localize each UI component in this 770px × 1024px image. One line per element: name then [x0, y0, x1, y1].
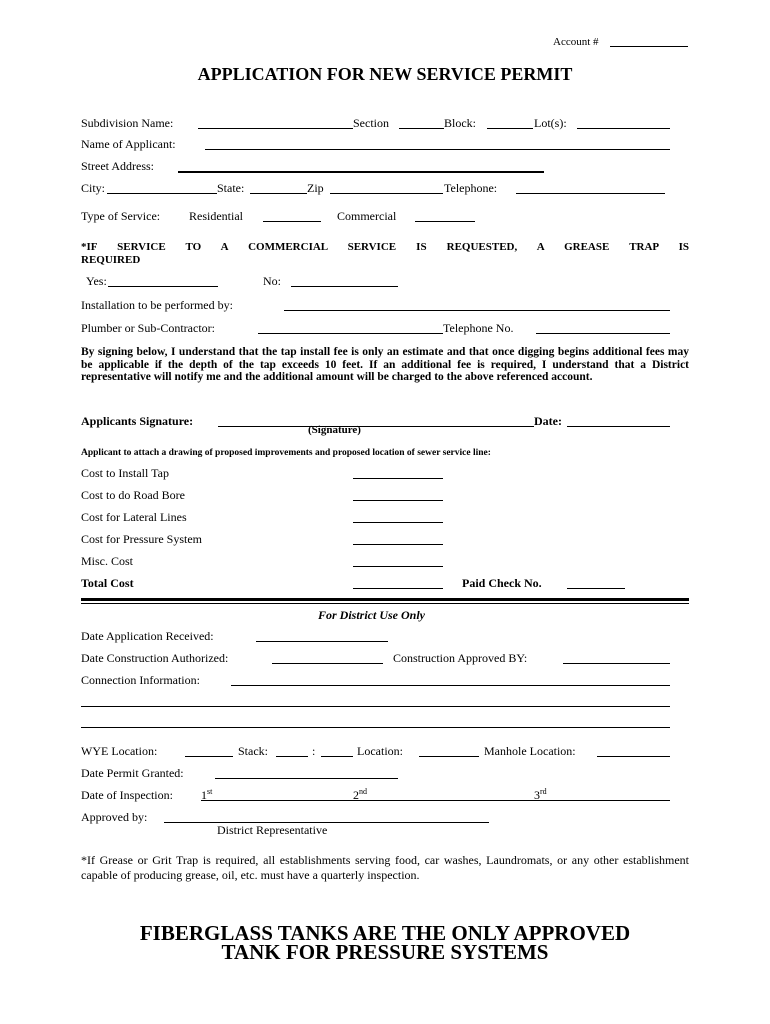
- date-label: Date:: [534, 414, 562, 428]
- cost-field[interactable]: [353, 566, 443, 567]
- date-construction-label: Date Construction Authorized:: [81, 651, 229, 665]
- city-field[interactable]: [107, 193, 217, 194]
- installation-label: Installation to be performed by:: [81, 298, 233, 312]
- city-label: City:: [81, 181, 106, 195]
- no-label: No:: [263, 274, 281, 288]
- signature-field[interactable]: [218, 426, 534, 427]
- block-field[interactable]: [487, 128, 533, 129]
- signature-label: Applicants Signature:: [81, 414, 194, 428]
- paid-check-field[interactable]: [567, 588, 625, 589]
- district-heading: For District Use Only: [318, 608, 426, 622]
- manhole-label: Manhole Location:: [484, 744, 576, 758]
- cost-label: Misc. Cost: [81, 554, 134, 568]
- residential-label: Residential: [189, 209, 243, 223]
- inspection-label: Date of Inspection:: [81, 788, 173, 802]
- stack-field[interactable]: [276, 756, 308, 757]
- cost-label: Cost for Lateral Lines: [81, 510, 187, 524]
- section-field[interactable]: [399, 128, 444, 129]
- subdivision-label: Subdivision Name:: [81, 116, 174, 130]
- inspection-third: 3rd: [534, 787, 547, 802]
- signature-caption: (Signature): [308, 424, 361, 436]
- account-number-field[interactable]: [610, 46, 688, 47]
- location-field[interactable]: [419, 756, 479, 757]
- permit-granted-label: Date Permit Granted:: [81, 766, 184, 780]
- stack-separator: :: [312, 744, 316, 758]
- inspection-second: 2nd: [353, 787, 367, 802]
- consent-paragraph: By signing below, I understand that the tap install fee is only an estimate and that once digging begins additional fees may be applicable if the depth of the tap exceeds 10 feet. If an additional fee is required, I understand that a District representative will notify me and the additional amount will be charged to the above referenced account.: [81, 346, 689, 383]
- connection-info-field[interactable]: [81, 727, 670, 728]
- wye-field[interactable]: [185, 756, 233, 757]
- grease-trap-notice-cont: REQUIRED: [81, 254, 141, 266]
- lots-label: Lot(s):: [534, 116, 567, 130]
- subdivision-field[interactable]: [198, 128, 353, 129]
- date-received-label: Date Application Received:: [81, 629, 214, 643]
- telephone-label: Telephone:: [444, 181, 498, 195]
- banner-line: FIBERGLASS TANKS ARE THE ONLY APPROVED: [139, 921, 631, 945]
- section-divider: [81, 603, 689, 604]
- applicant-label: Name of Applicant:: [81, 137, 176, 151]
- yes-label: Yes:: [86, 274, 107, 288]
- inspection-field[interactable]: [201, 800, 670, 801]
- lots-field[interactable]: [577, 128, 670, 129]
- paid-check-label: Paid Check No.: [462, 576, 542, 590]
- cost-field[interactable]: [353, 478, 443, 479]
- cost-label: Cost to do Road Bore: [81, 488, 185, 502]
- plumber-label: Plumber or Sub-Contractor:: [81, 321, 215, 335]
- state-field[interactable]: [250, 193, 307, 194]
- yes-field[interactable]: [108, 286, 218, 287]
- location-label: Location:: [357, 744, 403, 758]
- cost-field[interactable]: [353, 522, 443, 523]
- district-rep-caption: District Representative: [217, 823, 328, 837]
- commercial-field[interactable]: [415, 221, 475, 222]
- banner-line: TANK FOR PRESSURE SYSTEMS: [221, 940, 549, 964]
- cost-field[interactable]: [353, 500, 443, 501]
- footnote: *If Grease or Grit Trap is required, all establishments serving food, car washes, Laundromats, or any other establishment capable of producing grease, oil, etc. must have a quarterly inspection.: [81, 853, 689, 882]
- grease-trap-notice: *IF SERVICE TO A COMMERCIAL SERVICE IS REQUESTED, A GREASE TRAP IS: [81, 241, 689, 253]
- total-cost-label: Total Cost: [81, 576, 134, 590]
- permit-granted-field[interactable]: [215, 778, 398, 779]
- cost-field[interactable]: [353, 544, 443, 545]
- date-received-field[interactable]: [256, 641, 388, 642]
- section-divider: [81, 598, 689, 601]
- section-label: Section: [353, 116, 389, 130]
- residential-field[interactable]: [263, 221, 321, 222]
- telephone-no-field[interactable]: [536, 333, 670, 334]
- zip-label: Zip: [307, 181, 324, 195]
- construction-approved-label: Construction Approved BY:: [393, 651, 528, 665]
- stack-label: Stack:: [238, 744, 268, 758]
- telephone-field[interactable]: [516, 193, 665, 194]
- telephone-no-label: Telephone No.: [443, 321, 514, 335]
- cost-label: Cost for Pressure System: [81, 532, 202, 546]
- connection-info-field[interactable]: [81, 706, 670, 707]
- construction-approved-field[interactable]: [563, 663, 670, 664]
- connection-info-field[interactable]: [231, 685, 670, 686]
- stack-field[interactable]: [321, 756, 353, 757]
- approved-by-label: Approved by:: [81, 810, 148, 824]
- manhole-field[interactable]: [597, 756, 670, 757]
- street-field[interactable]: [178, 171, 544, 173]
- plumber-field[interactable]: [258, 333, 443, 334]
- cost-label: Cost to Install Tap: [81, 466, 169, 480]
- service-type-label: Type of Service:: [81, 209, 161, 223]
- inspection-first: 1st: [201, 787, 213, 802]
- connection-info-label: Connection Information:: [81, 673, 200, 687]
- account-label: Account #: [553, 36, 599, 48]
- no-field[interactable]: [291, 286, 398, 287]
- date-construction-field[interactable]: [272, 663, 383, 664]
- installation-field[interactable]: [284, 310, 670, 311]
- applicant-field[interactable]: [205, 149, 670, 150]
- total-cost-field[interactable]: [353, 588, 443, 589]
- state-label: State:: [217, 181, 245, 195]
- wye-label: WYE Location:: [81, 744, 158, 758]
- signature-date-field[interactable]: [567, 426, 670, 427]
- street-label: Street Address:: [81, 159, 154, 173]
- page-title: APPLICATION FOR NEW SERVICE PERMIT: [197, 64, 573, 84]
- commercial-label: Commercial: [337, 209, 397, 223]
- zip-field[interactable]: [330, 193, 443, 194]
- block-label: Block:: [444, 116, 476, 130]
- drawing-note: Applicant to attach a drawing of proposed improvements and proposed location of sewer service line:: [81, 448, 491, 458]
